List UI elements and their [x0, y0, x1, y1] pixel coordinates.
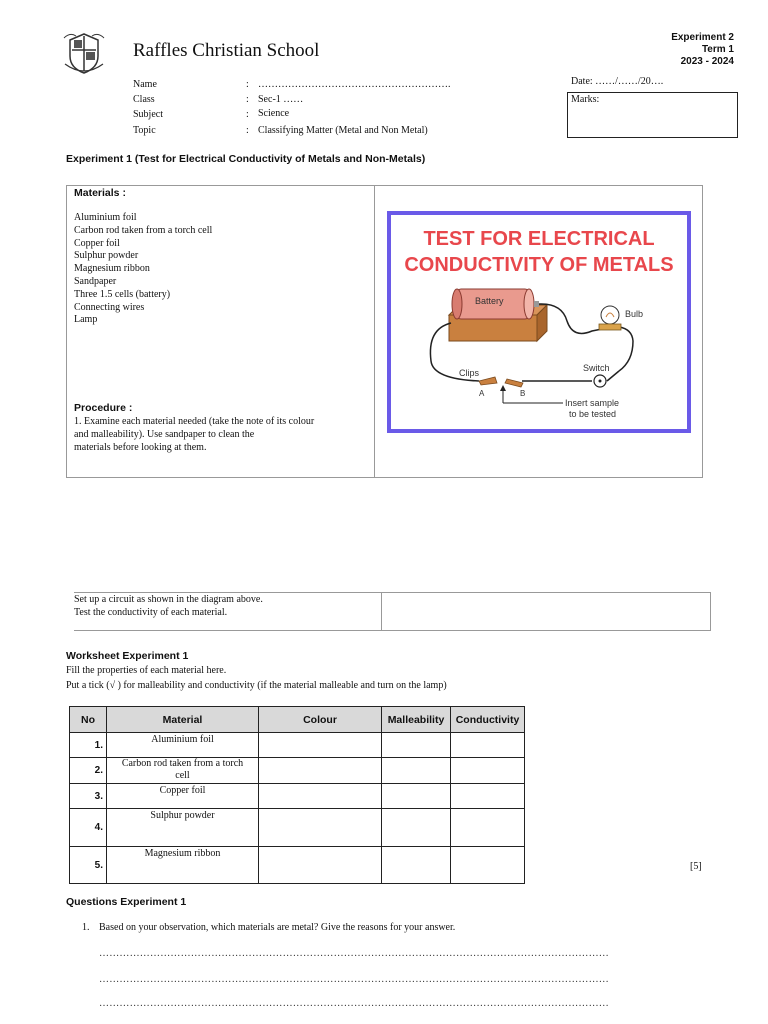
list-item: Lamp: [74, 314, 98, 326]
procedure-line: 1. Examine each material needed (take the note of its colour: [74, 416, 315, 427]
column-header-malleability: Malleability: [382, 707, 451, 733]
colour-cell[interactable]: [259, 733, 382, 758]
worksheet-line: Put a tick (√ ) for malleability and conductivity (if the material malleable and turn on the lamp): [66, 680, 447, 691]
box-divider: [374, 185, 375, 478]
list-item: Carbon rod taken from a torch cell: [74, 224, 213, 236]
table-header-row: [70, 707, 525, 733]
conductivity-cell[interactable]: [451, 758, 525, 784]
clip-a-label: A: [479, 389, 485, 398]
experiment1-title: Experiment 1 (Test for Electrical Conductivity of Metals and Non-Metals): [66, 153, 426, 165]
worksheet-instructions: [66, 663, 447, 693]
column-header-conductivity: Conductivity: [451, 707, 525, 733]
diagram-title-line2: CONDUCTIVITY OF METALS: [404, 254, 674, 276]
academic-year: 2023 - 2024: [680, 56, 734, 67]
table-row: [70, 809, 525, 847]
bulb-label: Bulb: [625, 309, 644, 319]
clips-label: Clips: [459, 368, 480, 378]
info-colon: :: [246, 125, 249, 136]
date-field[interactable]: Date: ……/……/20….: [571, 76, 664, 87]
info-label-subject: Subject: [133, 109, 163, 120]
diagram-title-line1: TEST FOR ELECTRICAL: [423, 228, 655, 250]
procedure-line: materials before looking at them.: [74, 442, 207, 453]
bulb-icon: [599, 306, 621, 330]
info-label-topic: Topic: [133, 125, 156, 136]
row-number: 2.: [70, 758, 107, 784]
info-value-topic: Classifying Matter (Metal and Non Metal): [258, 125, 428, 136]
marks-box[interactable]: [567, 92, 738, 138]
marks-label: Marks:: [571, 94, 600, 105]
info-value-class[interactable]: Sec-1 ……: [258, 94, 304, 105]
table-row: [70, 847, 525, 884]
conductivity-cell[interactable]: [451, 809, 525, 847]
circuit-diagram: [387, 211, 691, 433]
setup-text: [74, 593, 263, 619]
list-item: Magnesium ribbon: [74, 263, 150, 275]
list-item: Connecting wires: [74, 301, 145, 313]
info-label-name: Name: [133, 79, 157, 90]
list-item: Aluminium foil: [74, 212, 137, 223]
term: Term 1: [701, 44, 734, 55]
column-header-no: No: [70, 707, 107, 733]
marks-allocation: [5]: [690, 861, 702, 872]
materials-list: [74, 212, 212, 327]
list-item: Sulphur powder: [74, 250, 139, 262]
table-row: [70, 784, 525, 809]
question-number: 1.: [82, 922, 90, 933]
insert-sample-label: Insert sample: [565, 398, 620, 408]
setup-line: Test the conductivity of each material.: [74, 607, 228, 618]
procedure-text: [74, 415, 374, 454]
material-cell: Magnesium ribbon: [107, 847, 259, 884]
switch-label: Switch: [583, 363, 610, 373]
column-header-material: Material: [107, 707, 259, 733]
worksheet-title: Worksheet Experiment 1: [66, 650, 189, 662]
experiment-header: [671, 32, 734, 68]
info-colon: :: [246, 94, 249, 105]
info-value-subject: Science: [258, 108, 290, 119]
conductivity-cell[interactable]: [451, 733, 525, 758]
procedure-line: and malleability). Use sandpaper to clean the: [74, 429, 255, 440]
list-item: Copper foil: [74, 237, 120, 249]
info-value-name[interactable]: ………………………………………………….: [258, 79, 451, 90]
colour-cell[interactable]: [259, 784, 382, 809]
questions-title: Questions Experiment 1: [66, 896, 187, 908]
answer-line[interactable]: ……………………………………………………………………………………………………………………………………: [99, 948, 609, 959]
info-colon: :: [246, 79, 249, 90]
switch-icon: [594, 375, 606, 387]
table-row: [70, 758, 525, 784]
list-item: Sandpaper: [74, 275, 117, 287]
row-number: 5.: [70, 847, 107, 884]
colour-cell[interactable]: [259, 758, 382, 784]
answer-line[interactable]: ……………………………………………………………………………………………………………………………………: [99, 974, 609, 985]
clip-b-label: B: [520, 389, 526, 398]
box-divider: [381, 592, 382, 631]
answer-line[interactable]: ……………………………………………………………………………………………………………………………………: [99, 998, 609, 1009]
question-text: Based on your observation, which materials are metal? Give the reasons for your answer.: [99, 922, 456, 933]
worksheet-table: [69, 706, 525, 884]
material-cell: Sulphur powder: [107, 809, 259, 847]
malleability-cell[interactable]: [382, 784, 451, 809]
setup-line: Set up a circuit as shown in the diagram above.: [74, 594, 263, 605]
school-name: Raffles Christian School: [133, 40, 320, 61]
row-number: 4.: [70, 809, 107, 847]
colour-cell[interactable]: [259, 847, 382, 884]
conductivity-cell[interactable]: [451, 784, 525, 809]
school-crest-logo: [62, 30, 106, 76]
procedure-title: Procedure :: [74, 402, 133, 414]
battery-label: Battery: [475, 296, 504, 306]
table-row: [70, 733, 525, 758]
info-colon: :: [246, 109, 249, 120]
material-cell: Carbon rod taken from a torch cell: [107, 758, 259, 784]
materials-title: Materials :: [74, 187, 126, 199]
malleability-cell[interactable]: [382, 809, 451, 847]
material-cell: Aluminium foil: [107, 733, 259, 758]
info-label-class: Class: [133, 94, 155, 105]
material-cell: Copper foil: [107, 784, 259, 809]
conductivity-cell[interactable]: [451, 847, 525, 884]
colour-cell[interactable]: [259, 809, 382, 847]
malleability-cell[interactable]: [382, 847, 451, 884]
list-item: Three 1.5 cells (battery): [74, 288, 171, 300]
insert-sample-label-2: to be tested: [569, 409, 617, 419]
row-number: 1.: [70, 733, 107, 758]
malleability-cell[interactable]: [382, 758, 451, 784]
row-number: 3.: [70, 784, 107, 809]
malleability-cell[interactable]: [382, 733, 451, 758]
worksheet-line: Fill the properties of each material here.: [66, 665, 227, 676]
experiment-number: Experiment 2: [671, 32, 734, 43]
column-header-colour: Colour: [259, 707, 382, 733]
